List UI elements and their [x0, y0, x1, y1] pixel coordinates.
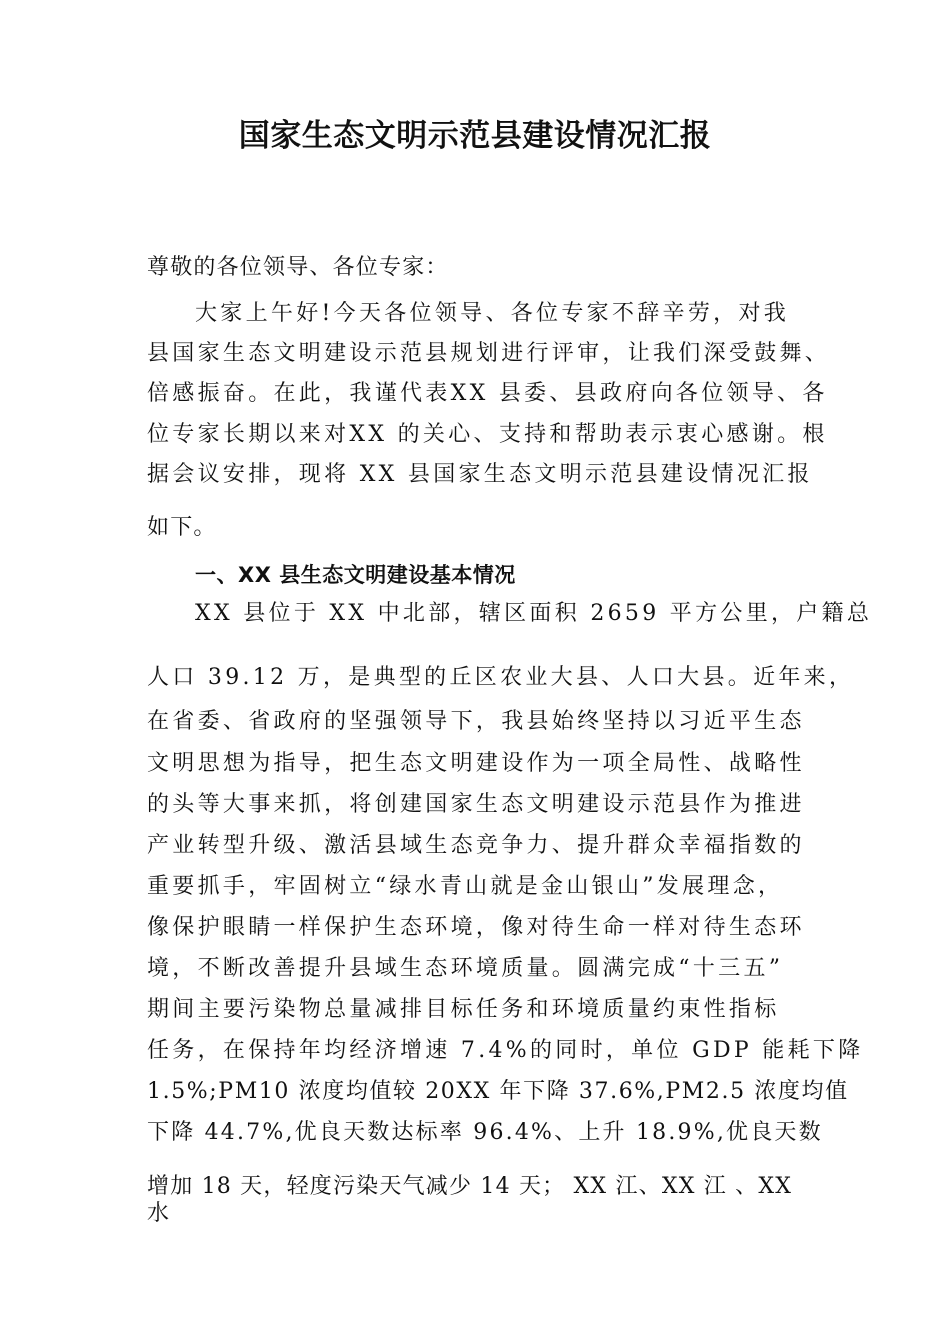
body-line-2: 人口 39.12 万，是典型的丘区农业大县、人口大县。近年来， — [147, 665, 855, 690]
body-line-3: 在省委、省政府的坚强领导下，我县始终坚持以习近平生态 — [147, 709, 805, 734]
body-line-9: 境，不断改善提升县域生态环境质量。圆满完成“十三五” — [147, 956, 784, 981]
salutation: 尊敬的各位领导、各位专家： — [147, 255, 449, 280]
body-line-4: 文明思想为指导，把生态文明建设作为一项全局性、战略性 — [147, 751, 805, 776]
body-line-8: 像保护眼睛一样保护生态环境，像对待生命一样对待生态环 — [147, 915, 805, 940]
intro-line-2: 县国家生态文明建设示范县规划进行评审，让我们深受鼓舞、 — [147, 341, 831, 366]
body-line-5: 的头等大事来抓，将创建国家生态文明建设示范县作为推进 — [147, 792, 805, 817]
intro-line-5: 据会议安排，现将 XX 县国家生态文明示范县建设情况汇报 — [147, 462, 813, 487]
body-line-13: 下降 44.7%,优良天数达标率 96.4%、上升 18.9%,优良天数 — [147, 1120, 823, 1145]
section-heading: 一、XX 县生态文明建设基本情况 — [195, 563, 516, 587]
body-line-15: 水 — [147, 1201, 171, 1226]
body-line-11: 任务，在保持年均经济增速 7.4%的同时，单位 GDP 能耗下降 — [147, 1038, 864, 1063]
body-line-7: 重要抓手，牢固树立“绿水青山就是金山银山”发展理念， — [147, 874, 784, 899]
body-line-10: 期间主要污染物总量减排目标任务和环境质量约束性指标 — [147, 997, 780, 1022]
intro-line-3: 倍感振奋。在此，我谨代表XX 县委、县政府向各位领导、各 — [147, 381, 828, 406]
body-line-6: 产业转型升级、激活县域生态竞争力、提升群众幸福指数的 — [147, 833, 805, 858]
intro-line-4: 位专家长期以来对XX 的关心、支持和帮助表示衷心感谢。根 — [147, 422, 828, 447]
body-line-12: 1.5%;PM10 浓度均值较 20XX 年下降 37.6%,PM2.5 浓度均值 — [147, 1079, 849, 1104]
intro-line-1: 大家上午好!今天各位领导、各位专家不辞辛劳，对我 — [195, 301, 790, 326]
document-title: 国家生态文明示范县建设情况汇报 — [238, 118, 712, 154]
intro-line-6: 如下。 — [147, 515, 217, 540]
body-line-1: XX 县位于 XX 中北部，辖区面积 2659 平方公里，户籍总 — [195, 601, 873, 626]
body-line-14: 增加 18 天，轻度污染天气减少 14 天； XX 江、XX 江 、XX — [147, 1174, 793, 1199]
